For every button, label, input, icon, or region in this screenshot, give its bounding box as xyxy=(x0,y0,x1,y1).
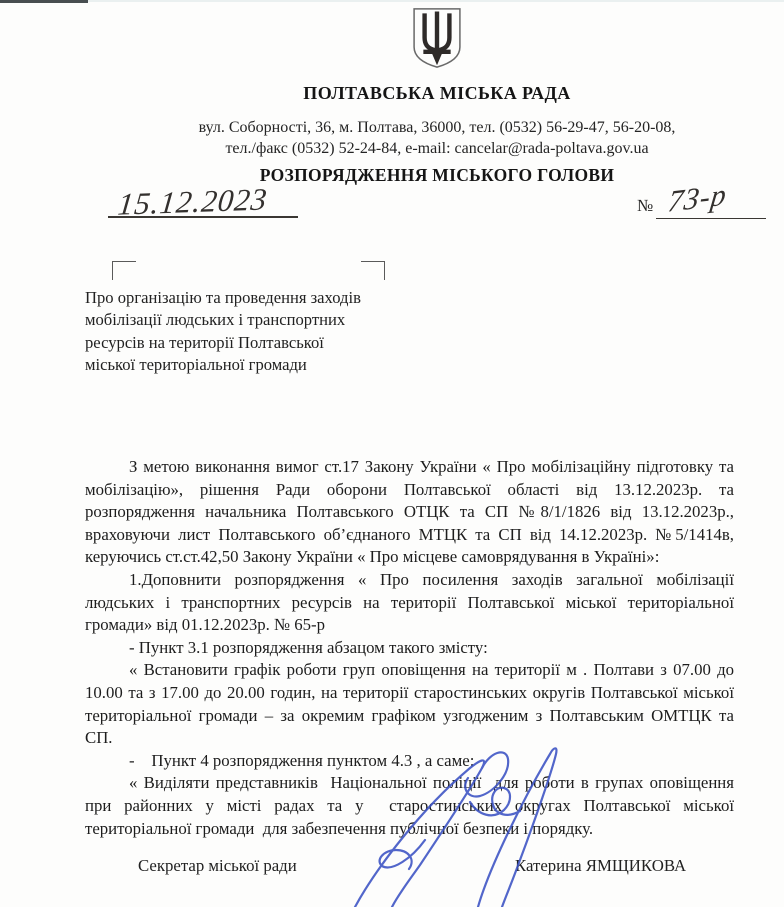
signer-name: Катерина ЯМЩИКОВА xyxy=(515,856,687,875)
body-paragraph: З метою виконання вимог ст.17 Закону України « Про мобілізаційну підготовку та мобілізацію», рішення Ради оборони Полтавської області від 13.12.2023р. та розпорядження начальника Полтавського ОТЦК та СП №8/1/1826 від 13.12.2023р., враховуючи лист Полтавського об’єднаного МТЦК та СП від 14.12.2023р. №5/1414в, керуючись ст.ст.42,50 Закону України « Про місцеве самоврядування в Україні»: xyxy=(85,457,739,567)
number-label: № xyxy=(637,196,654,215)
body-paragraph: 1.Доповнити розпорядження « Про посилення заходів загальної мобілізації людських і транспортних ресурсів на території Полтавської міської територіальної громади» від 01.12.2023р. № 65-р xyxy=(85,569,739,635)
address-line-1: вул. Соборності, 36, м. Полтава, 36000, тел. (0532) 56-29-47, 56-20-08, xyxy=(198,119,676,136)
signer-title: Секретар міської ради xyxy=(138,856,297,875)
body-paragraph: « Встановити графік роботи груп оповіщення на території м . Полтави з 07.00 до 10.00 та з 17.00 до 20.00 годин, на території старостинських округів Полтавської міської територіальної громади – за окремим графіком узгодженим з Полтавським ОМТЦК та СП. xyxy=(85,660,739,748)
ukraine-trident-icon xyxy=(408,7,466,70)
body-paragraph: - Пункт 3.1 розпорядження абзацом такого змісту: xyxy=(129,637,488,657)
subject-line: мобілізації людських і транспортних xyxy=(85,310,346,330)
scan-artifact-dark xyxy=(0,0,88,3)
handwritten-date: 15.12.2023 xyxy=(116,181,270,222)
doc-type-title: РОЗПОРЯДЖЕННЯ МІСЬКОГО ГОЛОВИ xyxy=(259,165,615,185)
subject-line: міської територіальної громади xyxy=(85,355,307,375)
address-line-2: тел./факс (0532) 52-24-84, e-mail: cancelar@rada-poltava.gov.ua xyxy=(225,140,649,157)
subject-line: ресурсів на території Полтавської xyxy=(85,332,324,352)
document-header xyxy=(90,0,784,186)
org-address xyxy=(90,117,784,159)
org-name: ПОЛТАВСЬКА МІСЬКА РАДА xyxy=(303,83,571,103)
subject-line: Про організацію та проведення заходів xyxy=(85,288,361,307)
handwritten-number: 73-р xyxy=(666,178,729,219)
body-paragraph: - Пункт 4 розпорядження пунктом 4.3 , а саме: xyxy=(129,750,475,770)
body-paragraph: « Виділяти представників Національної поліції для роботи в групах оповіщення при районних у місті радах та у старостинських округах Полтавської міської територіальної громади для забезпечення публічної безпеки і порядку. xyxy=(85,773,739,838)
corner-mark-right xyxy=(361,261,385,280)
corner-mark-left xyxy=(112,261,136,280)
body-text xyxy=(85,456,739,840)
subject-block xyxy=(85,287,405,377)
